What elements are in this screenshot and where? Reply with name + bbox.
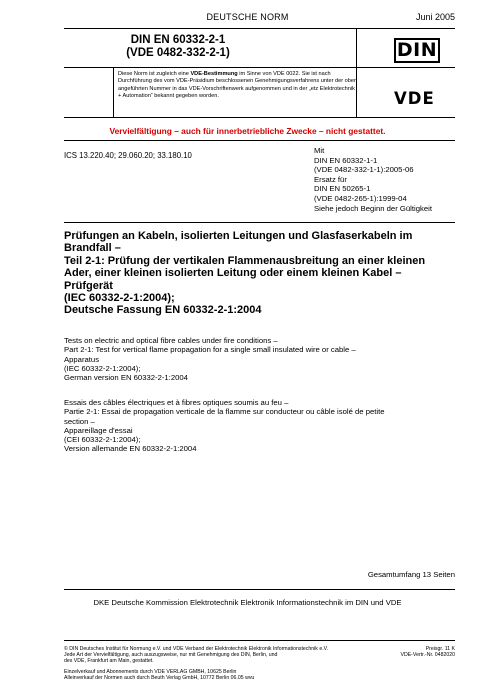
title-en-line: Part 2-1: Test for vertical flame propagation for a single small insulated wire or cable – bbox=[64, 345, 356, 355]
sales-line: Einzelverkauf und Abonnements durch VDE VERLAG GMBH, 10625 Berlin bbox=[64, 669, 237, 675]
title-german bbox=[64, 230, 444, 317]
title-fr-line: Essais des câbles électriques et à fibres optiques soumis au feu – bbox=[64, 398, 289, 407]
publication-date: Juni 2005 bbox=[415, 12, 455, 22]
header-rule bbox=[64, 28, 455, 29]
title-en-line: Tests on electric and optical fibre cables under fire conditions – bbox=[64, 336, 278, 345]
committee-name: DKE Deutsche Kommission Elektrotechnik Elektronik Informationstechnik im DIN und VDE bbox=[93, 598, 402, 607]
replacement-line: (VDE 0482-265-1):1999-04 bbox=[314, 193, 407, 203]
vde-notice bbox=[118, 71, 358, 100]
vde-classification-number: (VDE 0482-332-2-1) bbox=[126, 47, 230, 59]
vde-logo: VDE bbox=[394, 89, 435, 108]
title-de-line: Prüfungen an Kabeln, isolierten Leitungen und Glasfaserkabeln im bbox=[64, 230, 413, 242]
price-info bbox=[401, 646, 456, 659]
title-english bbox=[64, 336, 444, 382]
notice-bottom-rule bbox=[64, 117, 455, 118]
title-de-line: (IEC 60332-2-1:2004); bbox=[64, 292, 175, 305]
title-de-line: Deutsche Fassung EN 60332-2-1:2004 bbox=[64, 304, 262, 317]
copyright-line: © DIN Deutsches Institut für Normung e.V. und VDE Verband der Elektrotechnik Elektronik Informationstechnik e.V. bbox=[64, 646, 329, 652]
title-fr-line: Appareillage d'essai bbox=[64, 425, 133, 435]
sales-info bbox=[64, 669, 372, 681]
title-en-line: (IEC 60332-2-1:2004); bbox=[64, 363, 141, 373]
vde-notice-text: im Sinne von VDE 0022. Sie ist nach Durchführung des vom VDE-Präsidium beschlossenen Genehmigungsverfahrens unter der oben angeführten Nummer in das VDE-Vorschriftenwerk aufgenommen und in der „etz Elektrotechnik + Automation“ bekannt gegeben worden. bbox=[118, 71, 358, 99]
standard-type-label: DEUTSCHE NORM bbox=[206, 12, 289, 22]
replacement-line: Siehe jedoch Beginn der Gültigkeit bbox=[314, 203, 432, 213]
title-fr-line: section – bbox=[64, 416, 95, 426]
price-group: Preisgr. 11 K bbox=[425, 646, 455, 652]
vde-notice-bold: VDE-Bestimmung bbox=[190, 71, 238, 77]
title-block-rule bbox=[64, 222, 455, 223]
title-rule bbox=[64, 67, 455, 68]
title-french bbox=[64, 398, 444, 454]
replacement-info bbox=[314, 146, 432, 213]
title-fr-line: Version allemande EN 60332-2-1:2004 bbox=[64, 444, 197, 454]
vde-notice-prefix: Diese Norm ist zugleich eine bbox=[118, 71, 191, 77]
sales-line: Alleinverkauf der Normen auch durch Beuth Verlag GmbH, 10772 Berlin 06.05 wvu bbox=[64, 675, 255, 682]
document-number: DIN EN 60332-2-1 bbox=[130, 34, 226, 46]
din-logo: DIN bbox=[394, 38, 440, 63]
title-de-line: Brandfall – bbox=[64, 242, 121, 255]
replacement-line: Ersatz für bbox=[314, 174, 347, 184]
committee-top-rule bbox=[64, 589, 455, 590]
title-de-line: Prüfgerät bbox=[64, 279, 113, 292]
copyright-notice bbox=[64, 646, 372, 665]
replacement-line: Mit bbox=[314, 146, 325, 155]
reproduction-rule bbox=[64, 140, 455, 141]
copyright-line: Jede Art der Vervielfältigung, auch auszugsweise, nur mit Genehmigung des DIN, Berlin, und bbox=[64, 652, 278, 659]
title-fr-line: Partie 2-1: Essai de propagation verticale de la flamme sur conducteur ou câble isolé de petite bbox=[64, 407, 385, 417]
title-de-line: Teil 2-1: Prüfung der vertikalen Flammenausbreitung an einer kleinen bbox=[64, 254, 426, 267]
total-page-count: Gesamtumfang 13 Seiten bbox=[367, 570, 455, 579]
vde-order-number: VDE-Vertr.-Nr. 0482020 bbox=[400, 652, 455, 659]
footer-rule bbox=[64, 640, 455, 641]
document-title bbox=[0, 34, 356, 60]
replacement-line: DIN EN 50265-1 bbox=[314, 184, 371, 194]
title-en-line: German version EN 60332-2-1:2004 bbox=[64, 373, 188, 383]
replacement-line: DIN EN 60332-1-1 bbox=[314, 155, 378, 165]
title-de-line: Ader, einer kleinen isolierten Leitung oder einem kleinen Kabel – bbox=[64, 267, 402, 280]
ics-codes: ICS 13.220.40; 29.060.20; 33.180.10 bbox=[64, 151, 192, 160]
title-en-line: Apparatus bbox=[64, 354, 100, 364]
title-fr-line: (CEI 60332-2-1:2004); bbox=[64, 435, 141, 445]
replacement-line: (VDE 0482-332-1-1):2005-06 bbox=[314, 165, 414, 175]
notice-left-divider bbox=[113, 67, 114, 117]
reproduction-notice: Vervielfältigung – auch für innerbetriebliche Zwecke – nicht gestattet. bbox=[109, 126, 386, 136]
copyright-line: des VDE, Frankfurt am Main, gestattet. bbox=[64, 658, 154, 665]
